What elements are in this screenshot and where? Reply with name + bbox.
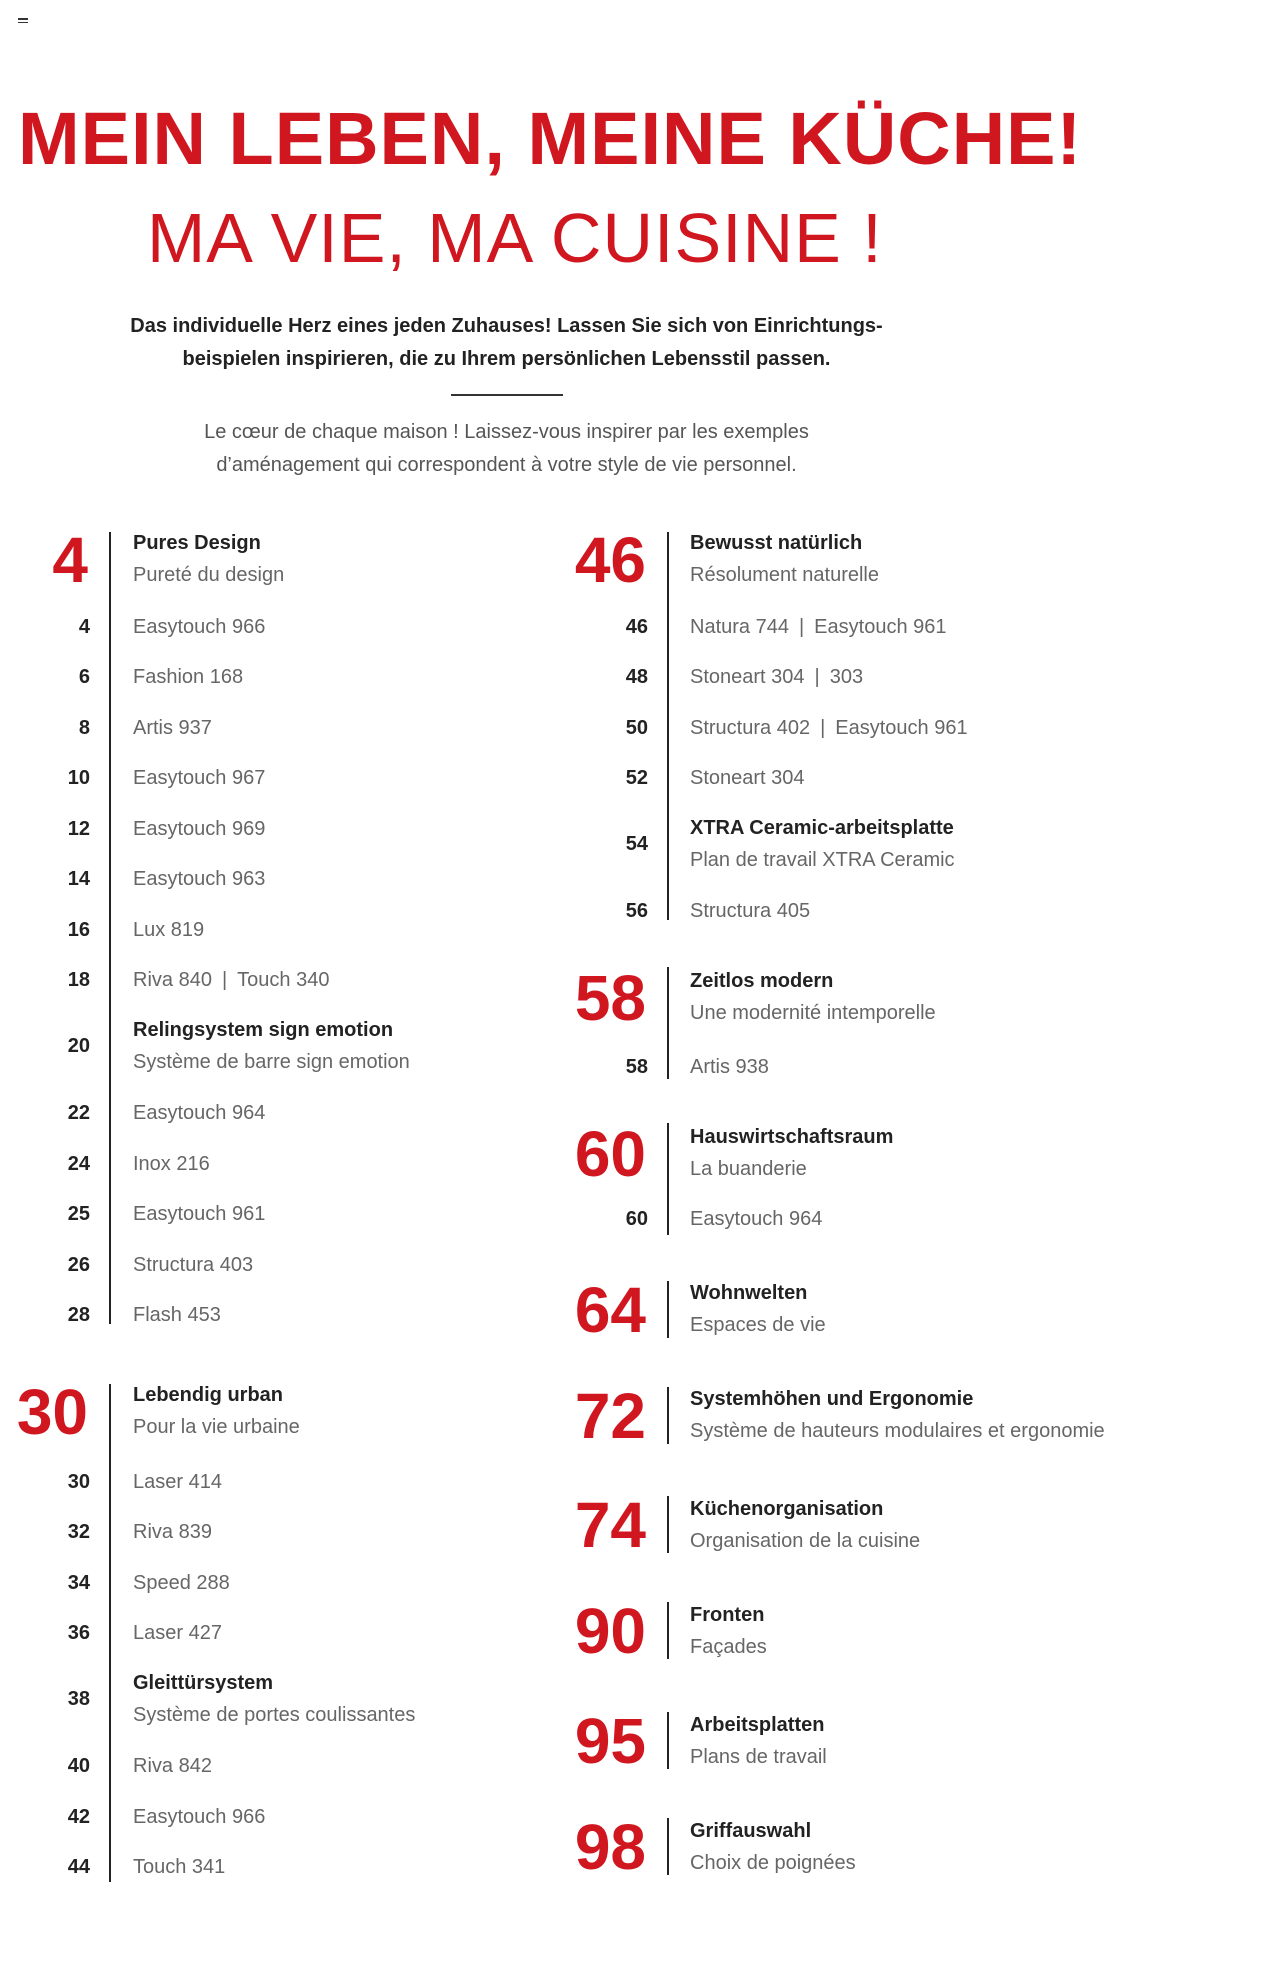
- page-number: 24: [67, 1153, 90, 1175]
- toc-entry[interactable]: Structura 405: [690, 900, 811, 922]
- section-number[interactable]: 30: [16, 1376, 88, 1448]
- toc-entry[interactable]: Speed 288: [133, 1572, 230, 1594]
- toc-entry[interactable]: Touch 341: [133, 1856, 226, 1878]
- divider-left-section-2: [109, 1384, 111, 1882]
- toc-entry[interactable]: Laser 414: [133, 1471, 222, 1493]
- page-number: 30: [67, 1471, 90, 1493]
- page-number: 58: [625, 1056, 648, 1078]
- toc-entry[interactable]: Flash 453: [133, 1304, 221, 1326]
- section-number[interactable]: 60: [574, 1118, 646, 1190]
- section-number[interactable]: 90: [574, 1595, 646, 1667]
- toc-entry[interactable]: Easytouch 966: [133, 616, 266, 638]
- toc-entry[interactable]: Artis 937: [133, 717, 212, 739]
- toc-entry[interactable]: Easytouch 966: [133, 1806, 266, 1828]
- separator: |: [798, 616, 805, 638]
- separator: |: [820, 717, 826, 739]
- toc-entry[interactable]: Gleittürsystem Système de portes coulissantes: [133, 1672, 416, 1726]
- toc-entry[interactable]: Easytouch 964: [690, 1208, 823, 1230]
- page-number: 18: [67, 969, 90, 991]
- section-number[interactable]: 64: [574, 1274, 646, 1346]
- divider-right-section-5: [667, 1387, 669, 1444]
- page-number: 60: [625, 1208, 648, 1230]
- page-number: 36: [67, 1622, 90, 1644]
- section-heading[interactable]: Wohnwelten Espaces de vie: [690, 1282, 826, 1336]
- toc-entry[interactable]: Relingsystem sign emotion Système de barre sign emotion: [133, 1019, 410, 1073]
- toc-entry[interactable]: Artis 938: [690, 1056, 769, 1078]
- toc-entry[interactable]: Stoneart 304: [690, 767, 805, 789]
- section-heading[interactable]: Zeitlos modern Une modernité intemporelle: [690, 970, 936, 1024]
- intro-french: Le cœur de chaque maison ! Laissez-vous inspirer par les exemples d’aménagement qui correspondent à votre style de vie personnel.: [204, 421, 809, 476]
- toc-entry[interactable]: Inox 216: [133, 1153, 210, 1175]
- page-number: 6: [78, 666, 90, 688]
- toc-entry[interactable]: Laser 427: [133, 1622, 222, 1644]
- page-number: 26: [67, 1254, 90, 1276]
- section-heading[interactable]: Pures Design Pureté du design: [133, 532, 285, 586]
- toc-entry[interactable]: Easytouch 961: [133, 1203, 266, 1225]
- page-number: 22: [67, 1102, 90, 1124]
- section-heading[interactable]: Arbeitsplatten Plans de travail: [690, 1714, 827, 1768]
- page-number: 50: [625, 717, 648, 739]
- toc-entry[interactable]: Fashion 168: [133, 666, 244, 688]
- separator: |: [814, 666, 820, 688]
- toc-entry[interactable]: Riva 840 | Touch 340: [133, 969, 330, 991]
- toc-entry[interactable]: Easytouch 969: [133, 818, 266, 840]
- page-number: 20: [67, 1035, 90, 1057]
- toc-entry[interactable]: Easytouch 964: [133, 1102, 266, 1124]
- page-subtitle: MA VIE, MA CUISINE !: [147, 199, 883, 277]
- section-heading[interactable]: Küchenorganisation Organisation de la cuisine: [690, 1498, 921, 1552]
- section-heading[interactable]: Lebendig urban Pour la vie urbaine: [133, 1384, 300, 1438]
- toc-entry[interactable]: Riva 839: [133, 1521, 212, 1543]
- page-number: 56: [625, 900, 648, 922]
- section-heading[interactable]: Systemhöhen und Ergonomie Système de hauteurs modulaires et ergonomie: [690, 1388, 1105, 1442]
- intro-german: Das individuelle Herz eines jeden Zuhauses! Lassen Sie sich von Einrichtungs- beispielen inspirieren, die zu Ihrem persönlichen Lebensstil passen.: [130, 315, 883, 370]
- page-number: 44: [67, 1856, 90, 1878]
- section-number[interactable]: 58: [574, 962, 646, 1034]
- toc-entry[interactable]: Riva 842: [133, 1755, 212, 1777]
- section-number[interactable]: 95: [574, 1705, 646, 1777]
- toc-entry[interactable]: Easytouch 967: [133, 767, 266, 789]
- divider-right-section-6: [667, 1496, 669, 1553]
- page-number: 38: [67, 1688, 90, 1710]
- page-number: 46: [625, 616, 648, 638]
- page-number: 52: [625, 767, 648, 789]
- section-heading[interactable]: Fronten Façades: [690, 1604, 767, 1658]
- divider-right-section-1: [667, 532, 669, 920]
- divider-right-section-3: [667, 1123, 669, 1235]
- divider-right-section-9: [667, 1818, 669, 1875]
- intro-divider: [451, 394, 563, 396]
- page-number: 12: [67, 818, 90, 840]
- page-title: MEIN LEBEN, MEINE KÜCHE!: [18, 97, 1083, 180]
- page-number: 34: [67, 1572, 90, 1594]
- page-number: 10: [67, 767, 90, 789]
- page-number: 14: [67, 868, 90, 890]
- divider-right-section-7: [667, 1602, 669, 1659]
- toc-entry[interactable]: Structura 402 | Easytouch 961: [690, 717, 968, 739]
- section-heading[interactable]: Griffauswahl Choix de poignées: [690, 1820, 856, 1874]
- toc-entry[interactable]: Natura 744 | Easytouch 961: [690, 616, 947, 638]
- toc-entry[interactable]: XTRA Ceramic-arbeitsplatte Plan de travail XTRA Ceramic: [690, 817, 955, 871]
- page-number: 40: [67, 1755, 90, 1777]
- page-number: 42: [67, 1806, 90, 1828]
- page-number: 28: [67, 1304, 90, 1326]
- section-number[interactable]: 4: [52, 524, 88, 596]
- page-number: 32: [67, 1521, 90, 1543]
- separator: |: [221, 969, 228, 991]
- divider-right-section-8: [667, 1712, 669, 1769]
- page-number: 54: [625, 833, 648, 855]
- page-number: 48: [625, 666, 648, 688]
- menu-icon[interactable]: [18, 18, 28, 25]
- section-heading[interactable]: Hauswirtschaftsraum La buanderie: [690, 1126, 894, 1180]
- section-heading[interactable]: Bewusst natürlich Résolument naturelle: [690, 532, 879, 586]
- section-number[interactable]: 74: [574, 1489, 646, 1561]
- toc-entry[interactable]: Stoneart 304 | 303: [690, 666, 864, 688]
- toc-entry[interactable]: Structura 403: [133, 1254, 254, 1276]
- page-number: 4: [78, 616, 90, 638]
- section-number[interactable]: 72: [574, 1380, 646, 1452]
- page-number: 8: [78, 717, 90, 739]
- toc-entry[interactable]: Lux 819: [133, 919, 205, 941]
- section-number[interactable]: 46: [574, 524, 646, 596]
- divider-left-section-1: [109, 532, 111, 1324]
- section-number[interactable]: 98: [574, 1811, 646, 1883]
- divider-right-section-4: [667, 1281, 669, 1338]
- toc-entry[interactable]: Easytouch 963: [133, 868, 266, 890]
- page-number: 16: [67, 919, 90, 941]
- divider-right-section-2: [667, 967, 669, 1079]
- page-number: 25: [67, 1203, 90, 1225]
